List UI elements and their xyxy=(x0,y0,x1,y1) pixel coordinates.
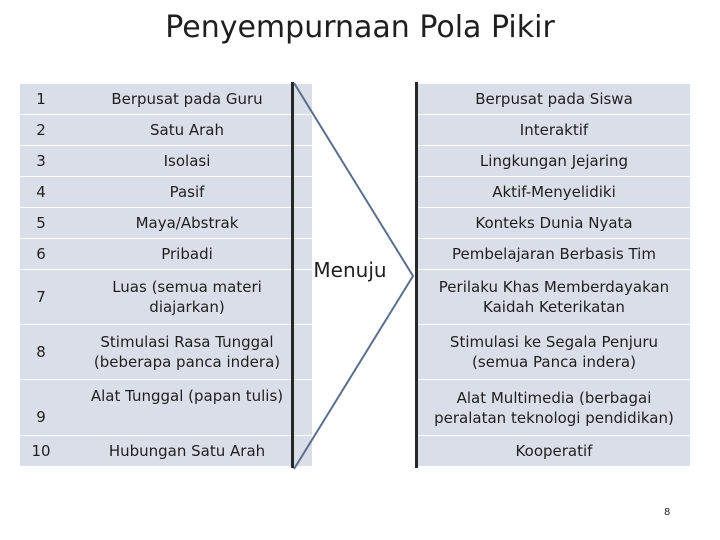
new-paradigm-cell: Alat Multimedia (berbagai peralatan teknologi pendidikan) xyxy=(418,380,690,435)
row-number: 3 xyxy=(20,146,62,176)
old-paradigm-cell: Hubungan Satu Arah xyxy=(62,436,312,466)
old-paradigm-cell: Maya/Abstrak xyxy=(62,208,312,238)
old-paradigm-cell: Pasif xyxy=(62,177,312,207)
new-paradigm-cell: Berpusat pada Siswa xyxy=(418,84,690,114)
new-paradigm-cell: Kooperatif xyxy=(418,436,690,466)
new-paradigm-cell: Konteks Dunia Nyata xyxy=(418,208,690,238)
new-paradigm-cell: Aktif-Menyelidiki xyxy=(418,177,690,207)
old-paradigm-cell: Berpusat pada Guru xyxy=(62,84,312,114)
row-number: 6 xyxy=(20,239,62,269)
new-paradigm-cell: Pembelajaran Berbasis Tim xyxy=(418,239,690,269)
new-paradigm-cell: Perilaku Khas Memberdayakan Kaidah Keterikatan xyxy=(418,270,690,324)
row-number: 4 xyxy=(20,177,62,207)
page-title: Penyempurnaan Pola Pikir xyxy=(165,10,555,45)
row-number: 7 xyxy=(20,270,62,324)
old-paradigm-cell: Alat Tunggal (papan tulis) xyxy=(62,380,312,435)
row-number: 10 xyxy=(20,436,62,466)
old-paradigm-cell: Stimulasi Rasa Tunggal (beberapa panca indera) xyxy=(62,325,312,379)
row-number: 2 xyxy=(20,115,62,145)
page-number: 8 xyxy=(664,507,671,518)
new-paradigm-cell: Lingkungan Jejaring xyxy=(418,146,690,176)
row-number: 8 xyxy=(20,325,62,379)
new-paradigm-cell: Stimulasi ke Segala Penjuru (semua Panca indera) xyxy=(418,325,690,379)
old-paradigm-cell: Luas (semua materi diajarkan) xyxy=(62,270,312,324)
old-paradigm-cell: Isolasi xyxy=(62,146,312,176)
old-paradigm-cell: Pribadi xyxy=(62,239,312,269)
row-number: 1 xyxy=(20,84,62,114)
row-number: 5 xyxy=(20,208,62,238)
old-paradigm-cell: Satu Arah xyxy=(62,115,312,145)
row-number: 9 xyxy=(20,380,62,435)
arrow-label: Menuju xyxy=(313,258,387,282)
new-paradigm-cell: Interaktif xyxy=(418,115,690,145)
